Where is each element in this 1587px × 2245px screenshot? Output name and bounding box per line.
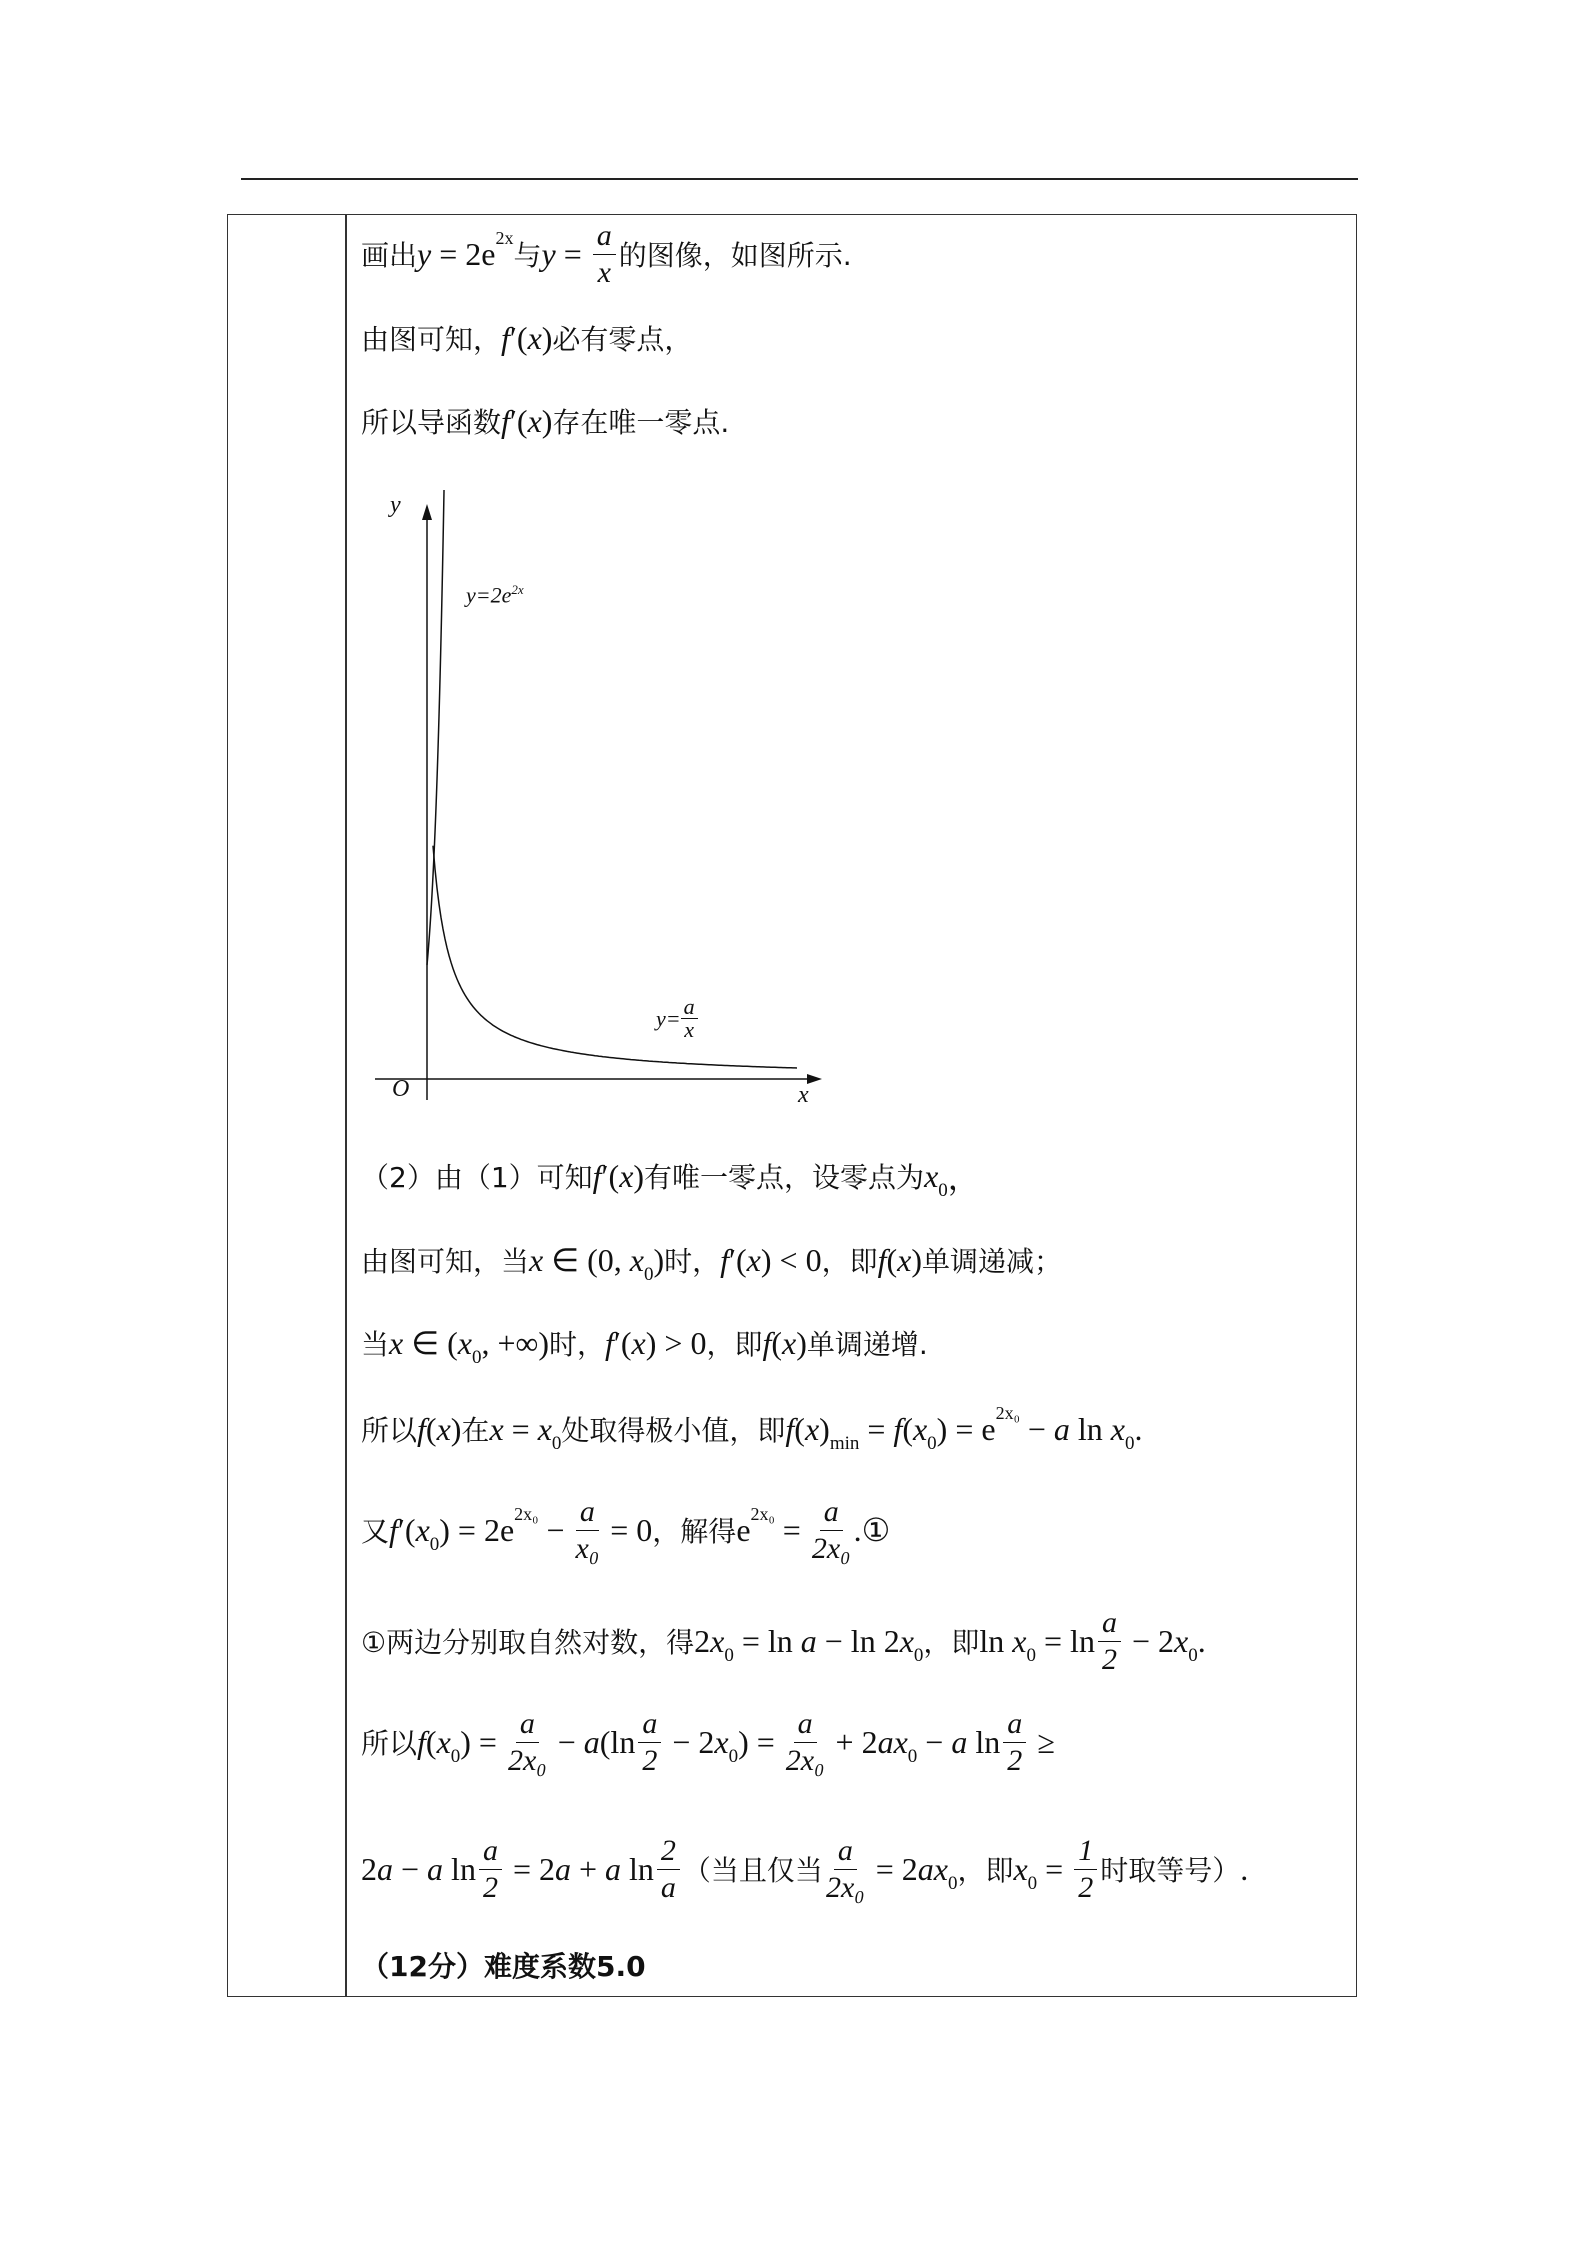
math-variable: x [714,1723,729,1760]
subscript: 0 [471,1347,482,1368]
text-run: ①两边分别取自然对数，得 [361,1626,695,1659]
fraction-numerator: a [479,1833,502,1870]
math-variable: x [457,1324,472,1361]
fraction [1098,1605,1121,1678]
math-variable: a [951,1723,968,1760]
text-run: 又 [361,1515,390,1548]
subscript: 0 [1027,1873,1038,1894]
subscript: 0 [938,1180,948,1201]
text-run: 所以 [361,1727,418,1760]
math-text: − ln 2 [816,1622,900,1659]
subscript: 0 [643,1264,654,1285]
fraction-denominator: x [597,255,611,289]
math-text: ) = [460,1723,505,1760]
math-variable: x [436,1723,451,1760]
text-run: ，即 [923,1626,980,1659]
math-variable: a [554,1850,571,1887]
math-text: − 2 [664,1723,715,1760]
math-text: ′( [613,1324,632,1361]
solution-line [361,214,852,294]
text-run: 画出 [361,239,418,272]
math-text: ) [911,1241,922,1278]
math-variable: a [583,1723,600,1760]
math-variable: x [782,1324,797,1361]
fraction-denominator: 2 [1101,1642,1117,1676]
curve-hyp-den: x [684,1017,694,1042]
math-variable: ax [877,1723,908,1760]
text-run: 当 [361,1328,390,1361]
text-run: 有唯一零点，设零点为 [644,1161,925,1194]
fraction [657,1833,680,1906]
fraction-numerator: a [820,1494,843,1531]
math-text: − [393,1850,428,1887]
math-variable: x [1110,1410,1125,1447]
math-text: ′( [601,1157,620,1194]
math-text: ≥ [1029,1723,1055,1760]
math-text: ln [1069,1410,1111,1447]
x-axis-arrow [807,1074,822,1084]
text-run: 时， [664,1245,721,1278]
fraction-numerator: a [638,1706,661,1743]
solution-line [361,1303,928,1383]
fraction-numerator: a [1003,1706,1026,1743]
fraction [826,1833,865,1906]
math-variable: a [605,1850,622,1887]
subscript: 0 [1026,1645,1036,1666]
math-text: ( [771,1324,782,1361]
text-run: 单调递减； [922,1245,1063,1278]
math-variable: x [1012,1622,1027,1659]
fraction-denominator: 2x₀ [825,1870,865,1904]
math-text: ( [902,1410,913,1447]
math-variable: f [501,319,510,356]
math-variable: f [592,1157,602,1194]
math-text: ′( [397,1511,416,1548]
fraction [508,1706,547,1779]
text-run: ，解得 [652,1515,737,1548]
math-text: ) [450,1410,462,1447]
subscript: 0 [927,1433,937,1454]
math-variable: x [629,1241,644,1278]
math-text: − [538,1511,573,1548]
x-axis-label: x [798,1082,809,1108]
text-run: 的图像，如图所示. [618,239,852,272]
math-text: ( [425,1723,437,1760]
text-run: 由图可知，当 [361,1245,530,1278]
math-text: ) = [738,1723,783,1760]
subscript: 0 [1188,1645,1198,1666]
math-text: = [503,1410,538,1447]
math-text: . [1197,1622,1206,1659]
math-variable: f [417,1723,426,1760]
fraction-denominator: 2x₀ [507,1743,547,1777]
math-variable: f [417,1410,426,1447]
math-text: ) [819,1410,830,1447]
y-axis-arrow [422,504,432,520]
math-text: ) < 0 [760,1241,822,1278]
math-variable: x [631,1324,646,1361]
curve-hyp-label-text: y= [656,1005,681,1031]
fraction-denominator: a [660,1870,676,1904]
text-run: ，即 [821,1245,878,1278]
math-text: = 2 [504,1850,555,1887]
math-variable: a [1053,1410,1070,1447]
math-text: e [736,1511,751,1548]
math-variable: y [417,235,432,272]
y-axis-label: y [390,492,401,518]
math-variable: f [604,1324,614,1361]
math-text: ′( [509,319,528,356]
math-variable: x [537,1410,552,1447]
fraction-denominator: 2x₀ [811,1531,851,1565]
fraction-numerator: a [516,1706,539,1743]
math-variable: x [527,319,542,356]
text-run: 所以 [361,1414,418,1447]
header-rule [241,178,1358,180]
math-text: − [917,1723,952,1760]
math-text: = ln [733,1622,801,1659]
solution-line [361,1601,1206,1681]
math-variable: x [389,1324,404,1361]
fraction-denominator: x₀ [575,1531,600,1565]
fraction-numerator: a [834,1833,857,1870]
fraction-numerator: 2 [657,1833,680,1870]
solution-line [361,1220,1062,1300]
fraction-denominator: 2 [642,1743,658,1777]
math-text: ) [541,402,553,439]
math-text: ∈ (0, [543,1242,630,1278]
math-variable: a [800,1622,817,1659]
fraction-numerator: 1 [1074,1833,1097,1870]
math-text: ln [621,1850,654,1887]
fraction [593,218,616,291]
fraction-denominator: 2 [1078,1870,1094,1904]
text-run: 存在唯一零点. [552,406,730,439]
subscript: 0 [429,1534,440,1555]
math-text: ln [967,1723,1001,1760]
math-text: , +∞) [481,1324,549,1361]
math-text: . [1134,1410,1143,1447]
math-text: + 2 [827,1723,878,1760]
subscript: 0 [724,1645,734,1666]
solution-line [361,1702,1055,1782]
math-text: ( [425,1410,437,1447]
math-text: ln [443,1850,476,1887]
math-variable: f [785,1410,795,1447]
math-variable: x [1173,1622,1189,1659]
math-variable: x [924,1157,939,1194]
solution-line [361,298,692,378]
fraction-denominator: 2 [482,1870,498,1904]
curve-hyperbola [433,846,797,1068]
curve-exp-label-sup: 2x [511,582,524,597]
text-run: 单调递增. [806,1328,928,1361]
math-variable: f [720,1241,730,1278]
curve-exp-label [466,582,524,608]
solution-line [361,1136,980,1216]
math-variable: ax [917,1850,948,1887]
math-text: = 0 [602,1511,653,1548]
math-variable: x [436,1410,451,1447]
math-variable: f [893,1410,903,1447]
math-text: ) = e [936,1410,996,1447]
superscript: 2x₀ [750,1504,775,1524]
math-text: ) [633,1157,645,1194]
fraction [812,1494,851,1567]
math-text: .① [853,1512,891,1548]
math-text: . [1240,1850,1249,1887]
text-run: ，即 [957,1854,1014,1887]
subscript: 0 [913,1645,924,1666]
graph-svg [360,490,840,1110]
math-text: ′( [509,402,528,439]
curve-hyp-label [656,996,698,1041]
math-variable: x [1013,1850,1028,1887]
math-variable: x [710,1622,725,1659]
fraction-numerator: a [794,1706,817,1743]
math-text: − [1019,1410,1054,1447]
math-text: = [555,235,590,272]
text-run: （当且仅当 [682,1854,823,1887]
text-run: 与 [513,239,542,272]
math-text: = [859,1410,894,1447]
math-text: ) [541,319,553,356]
math-variable: x [527,402,542,439]
fraction [786,1706,825,1779]
math-variable: x [804,1410,820,1447]
subscript: 0 [551,1433,562,1454]
superscript: 2x₀ [995,1403,1020,1423]
math-variable: f [389,1511,398,1548]
math-variable: f [501,402,510,439]
solution-line [361,1490,890,1570]
fraction [479,1833,502,1906]
math-text: ( [886,1241,898,1278]
origin-label: O [392,1076,410,1102]
fraction [638,1706,661,1779]
curve-hyp-num: a [681,996,698,1019]
math-text: (ln [599,1723,636,1760]
math-text: = 2e [431,235,496,272]
superscript: 2x₀ [514,1504,539,1524]
math-variable: x [619,1157,634,1194]
text-run: 必有零点， [552,323,693,356]
math-text: − [549,1723,584,1760]
math-text: = [774,1511,809,1548]
math-text: ， [947,1160,980,1196]
math-text: = ln [1036,1622,1095,1659]
fraction-denominator: 2 [1007,1743,1023,1777]
math-text: 2 [361,1850,377,1887]
math-variable: x [529,1241,544,1278]
text-run: （12分）难度系数5.0 [361,1950,646,1983]
subscript: 0 [450,1746,461,1767]
solution-line [361,1389,1143,1469]
fraction [1003,1706,1026,1779]
math-text: = 2 [867,1850,918,1887]
math-variable: x [489,1410,504,1447]
subscript: 0 [947,1873,958,1894]
solution-line [361,1925,646,2005]
fraction-numerator: a [1098,1605,1121,1642]
text-run: ，即 [706,1328,763,1361]
math-variable: a [427,1850,444,1887]
text-run: 处取得极小值，即 [561,1414,786,1447]
fraction-numerator: a [576,1494,599,1531]
math-variable: x [746,1241,761,1278]
text-run: 所以导函数 [361,406,502,439]
text-run: 时， [548,1328,605,1361]
math-text: ) > 0 [645,1324,707,1361]
math-variable: x [912,1410,928,1447]
table-column-divider [345,214,347,1997]
math-text: 2 [694,1622,711,1659]
math-variable: x [415,1511,430,1548]
curve-exponential [427,490,453,965]
math-variable: x [897,1241,912,1278]
math-variable: f [877,1241,887,1278]
superscript: 2x [495,228,514,248]
math-text: − 2 [1123,1622,1174,1659]
math-text: ( [794,1410,805,1447]
text-run: 由图可知， [361,323,502,356]
subscript: 0 [728,1746,739,1767]
math-text: ) [653,1241,665,1278]
math-variable: f [762,1324,772,1361]
solution-line [361,1829,1248,1909]
text-run: 在 [461,1414,490,1447]
text-run: 时取等号） [1100,1854,1241,1887]
math-text: ′( [729,1241,747,1278]
fraction [1074,1833,1097,1906]
math-variable: a [377,1850,393,1887]
curve-exp-label-text: y=2e [466,582,512,608]
math-text: ln [979,1622,1013,1659]
math-text: ∈ ( [403,1325,458,1361]
fraction-denominator: 2x₀ [785,1743,825,1777]
subscript: min [829,1433,860,1454]
math-text: ) [796,1324,807,1361]
fraction-numerator: a [593,218,616,255]
fraction [576,1494,600,1567]
math-text: + [570,1850,606,1887]
math-text: ) = 2e [439,1511,515,1548]
subscript: 0 [1125,1433,1135,1454]
function-graph [360,490,840,1110]
math-variable: y [541,235,556,272]
math-variable: x [899,1622,914,1659]
math-text: = [1037,1850,1072,1887]
subscript: 0 [907,1746,918,1767]
solution-line [361,381,729,461]
text-run: （2）由（1）可知 [361,1161,593,1194]
